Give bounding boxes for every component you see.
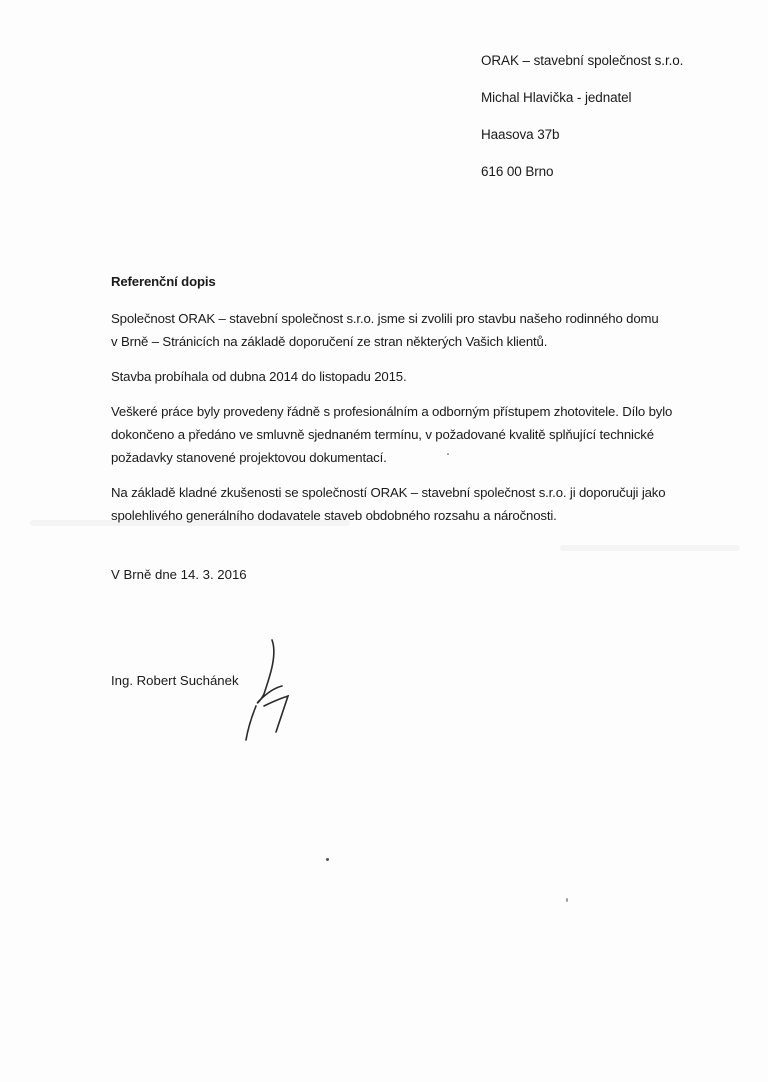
signature-stroke	[246, 706, 256, 740]
handwritten-signature	[238, 636, 298, 746]
paragraph-3	[111, 400, 711, 469]
letter-body	[111, 270, 711, 539]
letter-heading: Referenční dopis	[111, 274, 216, 289]
recipient-company: ORAK – stavební společnost s.r.o.	[481, 53, 684, 68]
scan-speck	[447, 453, 449, 455]
recipient-address	[481, 50, 683, 198]
scan-smudge	[560, 545, 740, 551]
paragraph-line: Na základě kladné zkušenosti se společností ORAK – stavební společnost s.r.o. ji doporučuji jako	[111, 485, 666, 500]
paragraph-line: v Brně – Stránicích na základě doporučení ze stran některých Vašich klientů.	[111, 334, 548, 349]
paragraph-line: Společnost ORAK – stavební společnost s.r.o. jsme si zvolili pro stavbu našeho rodinného domu	[111, 311, 659, 326]
paragraph-line: Stavba probíhala od dubna 2014 do listopadu 2015.	[111, 369, 407, 384]
paragraph-2	[111, 365, 711, 388]
scan-speck	[326, 858, 329, 861]
scan-smudge	[30, 520, 350, 526]
paragraph-line: požadavky stanovené projektovou dokumentací.	[111, 450, 387, 465]
paragraph-line: Veškeré práce byly provedeny řádně s profesionálním a odborným přístupem zhotovitele. Dílo bylo	[111, 404, 673, 419]
recipient-street: Haasova 37b	[481, 127, 560, 142]
paragraph-line: spolehlivého generálního dodavatele staveb obdobného rozsahu a náročnosti.	[111, 508, 557, 523]
signature-stroke	[264, 696, 288, 732]
scan-speck	[566, 898, 568, 902]
paragraph-line: dokončeno a předáno ve smluvně sjednaném termínu, v požadované kvalitě splňující technické	[111, 427, 654, 442]
signer-name: Ing. Robert Suchánek	[111, 673, 239, 688]
letter-date: V Brně dne 14. 3. 2016	[111, 567, 247, 582]
recipient-person: Michal Hlavička - jednatel	[481, 90, 632, 105]
paragraph-1	[111, 307, 711, 353]
signature-stroke	[257, 640, 282, 703]
recipient-city: 616 00 Brno	[481, 164, 554, 179]
